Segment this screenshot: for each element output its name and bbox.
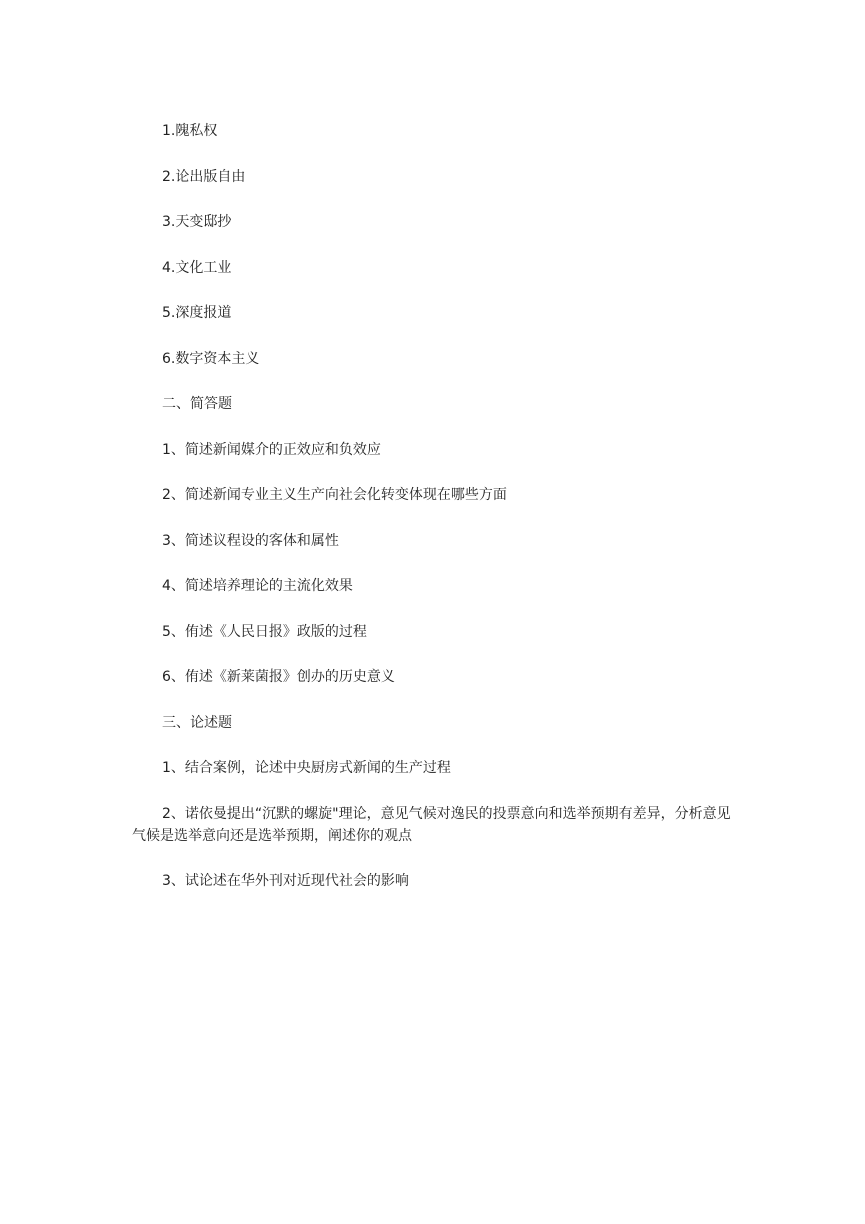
essay-question: 1、结合案例，论述中央厨房式新闻的生产过程 [162,760,451,776]
term-item: 1.隗私权 [162,123,218,139]
term-item: 3.天变邸抄 [162,214,232,230]
essay-question: 3、试论述在华外刊对近现代社会的影响 [162,873,409,889]
short-answer-question: 1、简述新闻媒介的正效应和负效应 [162,441,381,458]
term-item: 2.论出版自由 [162,168,246,185]
document-body [132,120,732,916]
short-answer-question: 4、简述培养理论的主流化效果 [162,578,353,594]
short-answer-question: 5、侑述《人民日报》政版的过程 [162,623,367,640]
term-item: 4.文化工业 [162,259,232,276]
essay-question: 2、诺依曼提出“沉默的螺旋"理论，意见气候对逸民的投票意向和选举预期有差异，分析意见气候是选举意向还是选举预期，阐述你的观点 [132,805,731,844]
short-answer-question: 3、简述议程设的客体和属性 [162,532,339,549]
section-heading-essay: 三、论述题 [162,714,232,731]
section-heading-short-answer: 二、简答题 [162,396,232,412]
term-item: 5.深度报道 [162,305,232,321]
short-answer-question: 2、简述新闻专业主义生产向社会化转变体现在哪些方面 [162,487,507,503]
term-item: 6.数字资本主义 [162,350,260,367]
short-answer-question: 6、侑述《新莱菌报》创办的历史意义 [162,669,395,685]
